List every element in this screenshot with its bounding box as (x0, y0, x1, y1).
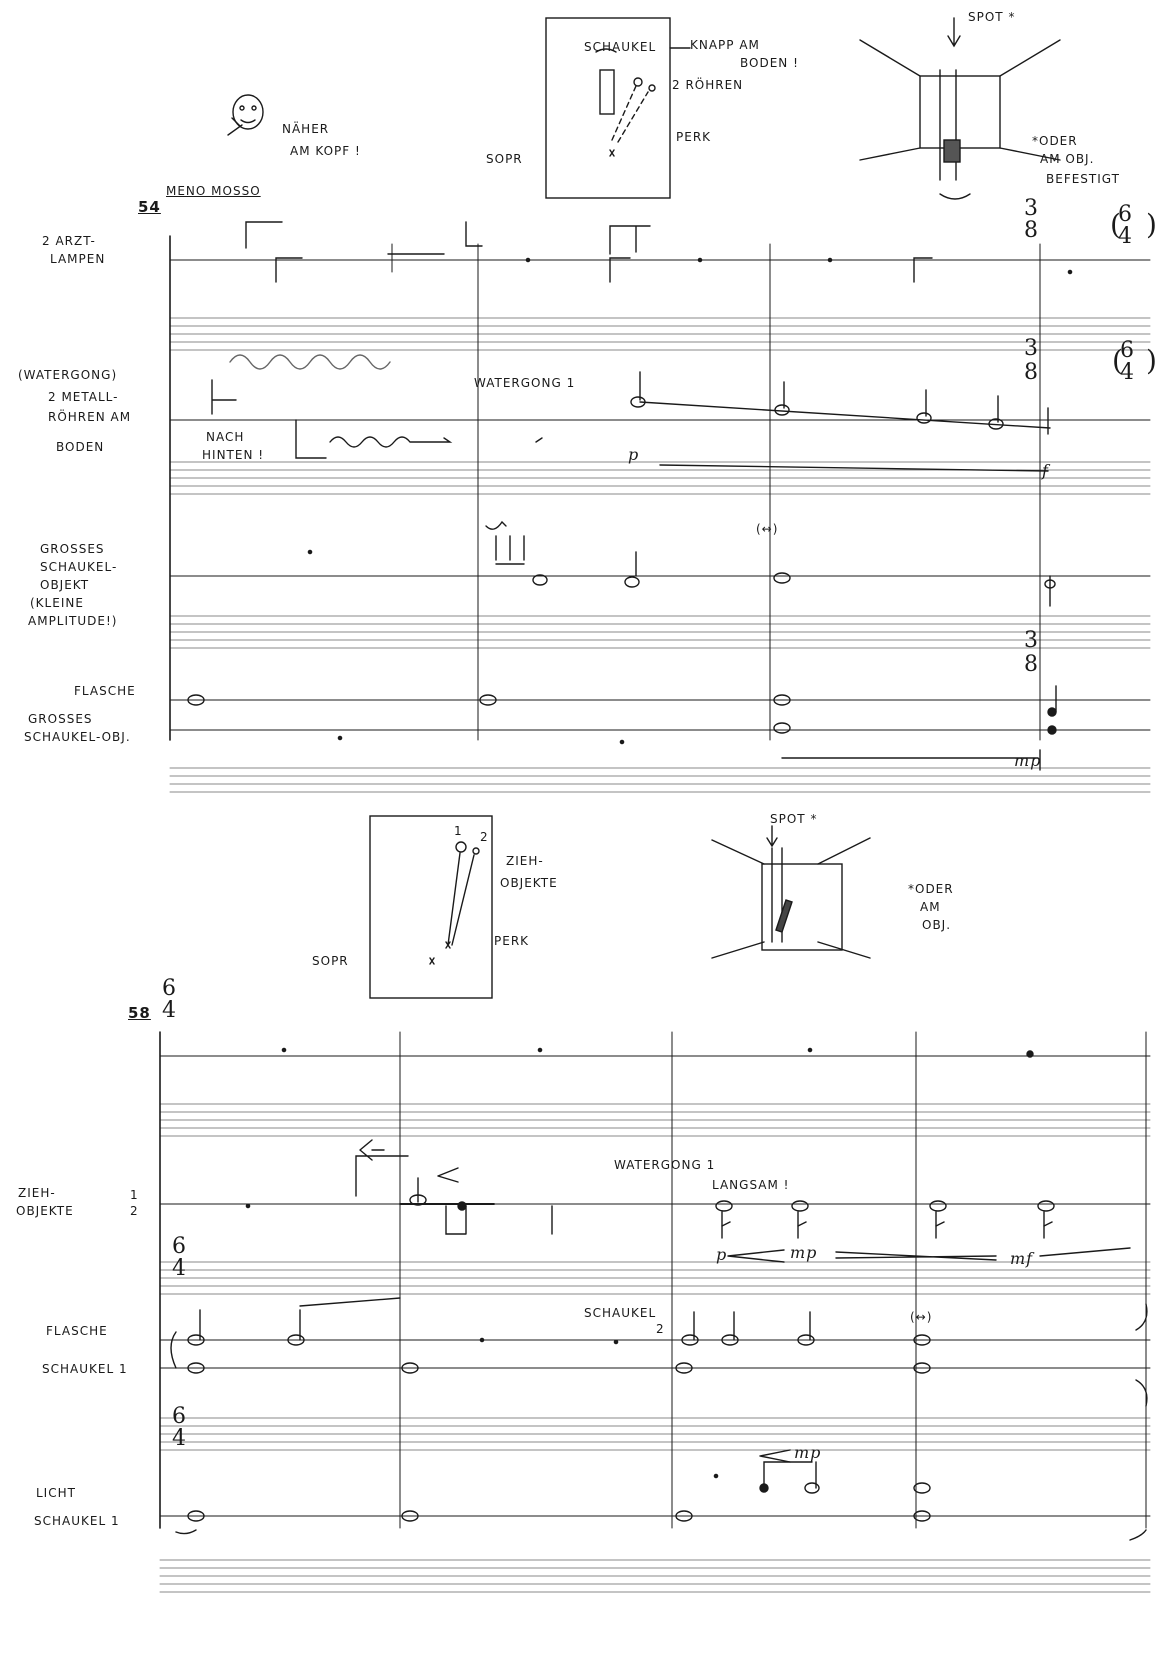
system1-staves (170, 236, 1150, 792)
s2-schaukel-num: 2 (656, 1322, 665, 1336)
s2-swing-mark: (↔) (910, 1310, 933, 1324)
diagram-top-schaukel: SCHAUKEL (584, 40, 657, 54)
timesig-s2-3-den: 4 (172, 1426, 187, 1451)
watergong-label: WATERGONG 1 (474, 376, 576, 390)
dynamic-mp: mp (1014, 751, 1042, 770)
diagram-mid-zieh-2: OBJEKTE (500, 876, 558, 890)
s2-staff3-label-1: FLASCHE (46, 1324, 108, 1338)
s2-staff4-label-2: SCHAUKEL 1 (34, 1514, 120, 1528)
s2-dynamic-p: p (716, 1245, 728, 1264)
diagram-top-note-2: AM OBJ. (1040, 152, 1095, 166)
diagram-mid-sopr: SOPR (312, 954, 349, 968)
staff2-label-4: BODEN (56, 440, 105, 454)
diagram-top-boden: BODEN ! (740, 56, 799, 70)
head-text-1: NÄHER (282, 122, 330, 136)
measure-number-58: 58 (128, 1004, 151, 1022)
room-diagram-top (860, 18, 1060, 199)
timesig-s2-1-den: 4 (162, 998, 177, 1023)
diagram-mid-spot: SPOT * (770, 812, 818, 826)
stage-diagram-mid (370, 816, 492, 998)
dynamic-f: f (1042, 461, 1049, 480)
head-sketch-icon (228, 95, 263, 135)
tempo-marking: MENO MOSSO (166, 184, 261, 198)
timesig-s2-2-num: 6 (172, 1234, 187, 1259)
timesig-s2-1-num: 6 (162, 976, 177, 1001)
s2-staff2-side-2: 2 (130, 1204, 139, 1218)
s2-staff2-label-2: OBJEKTE (16, 1204, 74, 1218)
paren-timesig-1-close: ) (1146, 208, 1158, 241)
staff3-label-4: (KLEINE (30, 596, 84, 610)
diagram-mid-num2: 2 (480, 830, 489, 844)
staff2-label-3: RÖHREN AM (48, 410, 132, 424)
s2-langsam: LANGSAM ! (712, 1178, 790, 1192)
s2-dynamic-mp1: mp (790, 1243, 818, 1262)
diagram-mid-note-2: AM (920, 900, 941, 914)
system1-notation (188, 218, 1072, 770)
timesig-s2-3-num: 6 (172, 1404, 187, 1429)
staff4-label-2: GROSSES (28, 712, 93, 726)
swing-mark-1: (↔) (756, 522, 779, 536)
s2-dynamic-mf: mf (1010, 1249, 1034, 1268)
timesig-1-den: 8 (1024, 218, 1039, 243)
paren-timesig-2-close: ) (1146, 344, 1158, 377)
nach-hinten-1: NACH (206, 430, 245, 444)
timesig-2-num: 3 (1024, 336, 1039, 361)
timesig-s2-2-den: 4 (172, 1256, 187, 1281)
diagram-mid-num1: 1 (454, 824, 463, 838)
diagram-top-perk: PERK (676, 130, 712, 144)
timesig-3-den: 8 (1024, 652, 1039, 677)
s2-schaukel: SCHAUKEL (584, 1306, 657, 1320)
staff2-label-2: 2 METALL- (48, 390, 119, 404)
diagram-top-sopr: SOPR (486, 152, 523, 166)
staff2-label-1: (WATERGONG) (18, 368, 118, 382)
staff3-label-1: GROSSES (40, 542, 105, 556)
diagram-top-knapp: KNAPP AM (690, 38, 760, 52)
timesig-3-num: 3 (1024, 628, 1039, 653)
head-text-2: AM KOPF ! (290, 144, 361, 158)
s2-staff2-label-1: ZIEH- (18, 1186, 56, 1200)
diagram-mid-note-3: OBJ. (922, 918, 952, 932)
staff4-label-1: FLASCHE (74, 684, 136, 698)
diagram-mid-note-1: *ODER (908, 882, 954, 896)
s2-staff4-label-1: LICHT (36, 1486, 76, 1500)
staff3-label-3: OBJEKT (40, 578, 90, 592)
staff3-label-2: SCHAUKEL- (40, 560, 118, 574)
room-diagram-mid (712, 826, 870, 958)
diagram-top-spot: SPOT * (968, 10, 1016, 24)
staff3-label-5: AMPLITUDE!) (28, 614, 118, 628)
timesig-1-num: 3 (1024, 196, 1039, 221)
nach-hinten-2: HINTEN ! (202, 448, 265, 462)
s2-dynamic-mp2: mp (794, 1443, 822, 1462)
staff4-label-3: SCHAUKEL-OBJ. (24, 730, 131, 744)
paren-timesig-2-num: 6 (1120, 338, 1135, 363)
paren-timesig-2-open: ( (1112, 344, 1124, 377)
s2-staff3-label-2: SCHAUKEL 1 (42, 1362, 128, 1376)
diagram-top-note-1: *ODER (1032, 134, 1078, 148)
paren-timesig-2-den: 4 (1120, 360, 1135, 385)
measure-number-54: 54 (138, 198, 161, 216)
timesig-2-den: 8 (1024, 360, 1039, 385)
paren-timesig-1-num: 6 (1118, 202, 1133, 227)
paren-timesig-1-open: ( (1110, 208, 1122, 241)
staff1-label-2: LAMPEN (50, 252, 106, 266)
diagram-top-note-3: BEFESTIGT (1046, 172, 1120, 186)
s2-watergong: WATERGONG 1 (614, 1158, 716, 1172)
paren-timesig-1-den: 4 (1118, 224, 1133, 249)
staff1-label-1: 2 ARZT- (42, 234, 96, 248)
dynamic-p: p (628, 445, 640, 464)
diagram-mid-perk: PERK (494, 934, 530, 948)
diagram-mid-zieh-1: ZIEH- (506, 854, 544, 868)
diagram-top-roehren: 2 RÖHREN (672, 78, 744, 92)
s2-staff2-side-1: 1 (130, 1188, 139, 1202)
